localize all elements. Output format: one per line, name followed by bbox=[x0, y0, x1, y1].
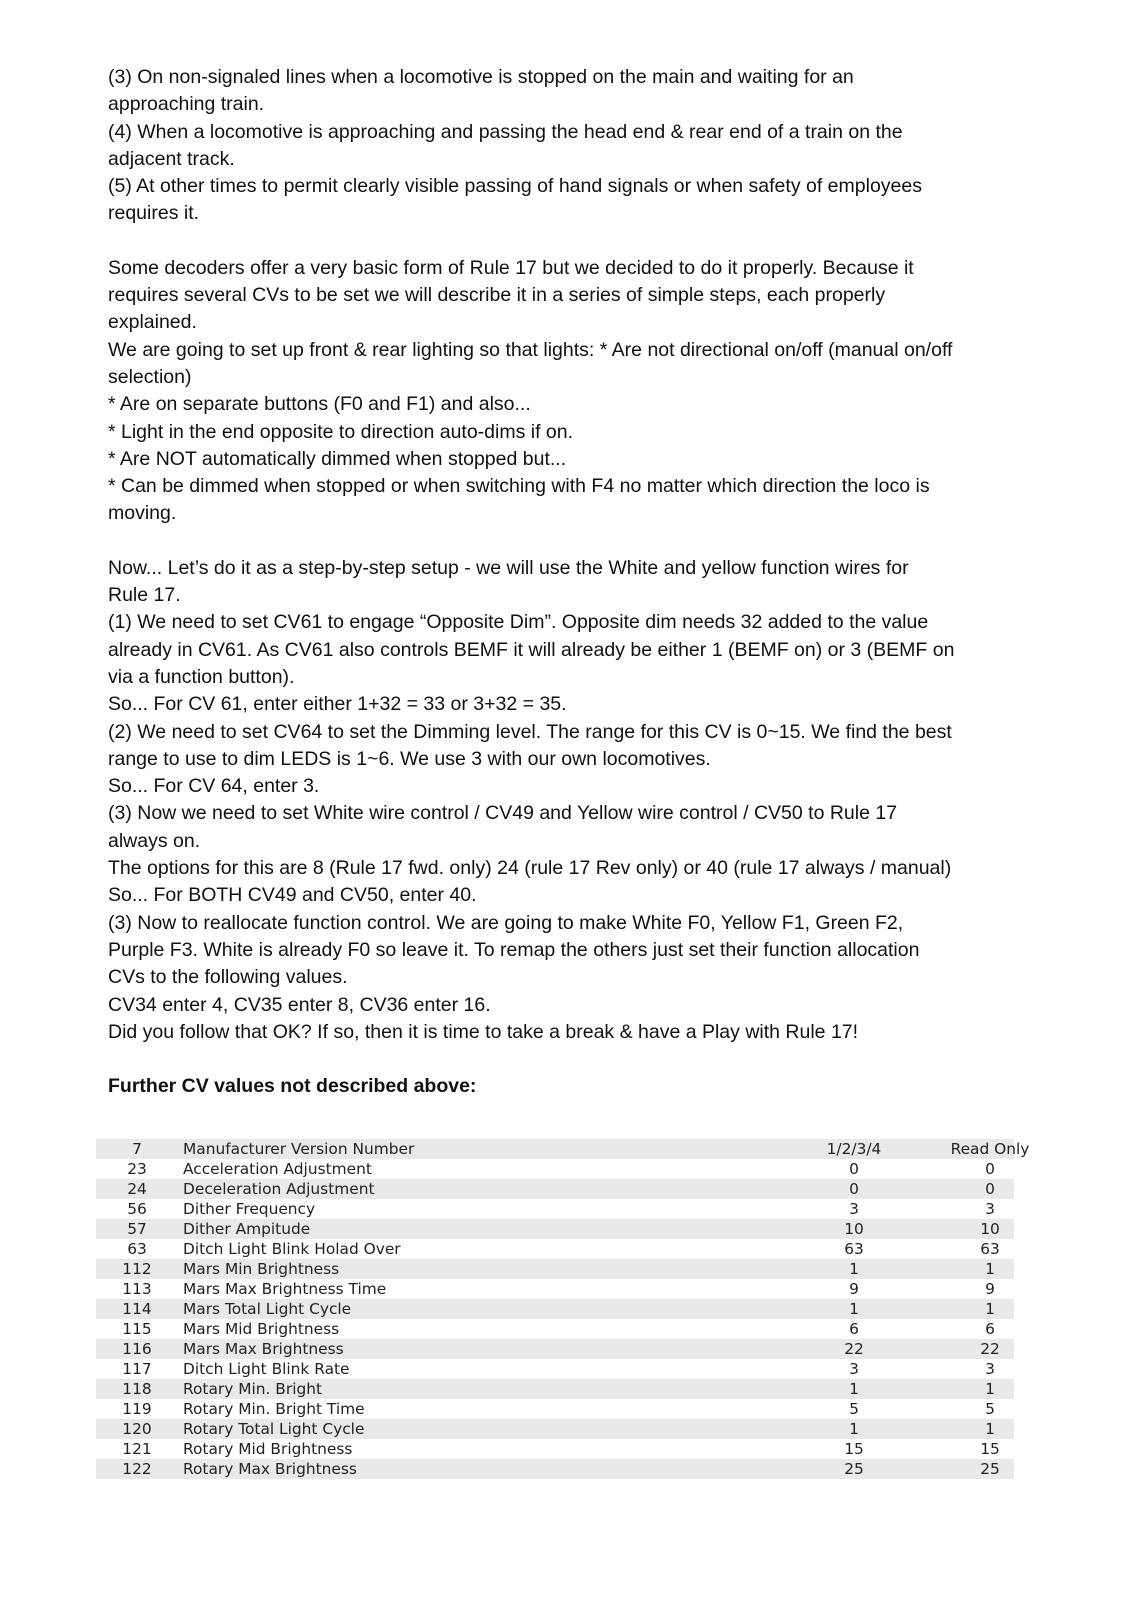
table-row bbox=[96, 1279, 1014, 1299]
cv-value: 3 bbox=[849, 1200, 859, 1218]
text-line: requires it. bbox=[108, 202, 200, 225]
cv-value: 63 bbox=[844, 1240, 864, 1258]
cv-number: 118 bbox=[122, 1380, 152, 1398]
cv-default: 22 bbox=[980, 1340, 1000, 1358]
table-row bbox=[96, 1319, 1014, 1339]
cv-value: 1 bbox=[849, 1260, 859, 1278]
cv-values-table bbox=[96, 1139, 1030, 1479]
text-line: So... For CV 64, enter 3. bbox=[108, 775, 320, 798]
cv-default: 1 bbox=[985, 1380, 995, 1398]
cv-value: 1/2/3/4 bbox=[826, 1140, 882, 1158]
cv-number: 116 bbox=[122, 1340, 152, 1358]
cv-default: 0 bbox=[985, 1160, 995, 1178]
text-line: explained. bbox=[108, 311, 197, 334]
paragraph bbox=[108, 64, 1048, 228]
text-line: Some decoders offer a very basic form of Rule 17 but we decided to do it properly. Because it bbox=[108, 256, 914, 279]
text-line: adjacent track. bbox=[108, 147, 235, 170]
text-line: range to use to dim LEDS is 1~6. We use 3 with our own locomotives. bbox=[108, 747, 711, 770]
table-row bbox=[96, 1299, 1014, 1319]
cv-default: 3 bbox=[985, 1200, 995, 1218]
cv-value: 0 bbox=[849, 1180, 859, 1198]
table-row bbox=[96, 1139, 1030, 1159]
cv-number: 112 bbox=[122, 1260, 152, 1278]
cv-value: 25 bbox=[844, 1460, 864, 1478]
cv-value: 22 bbox=[844, 1340, 864, 1358]
cv-default: 15 bbox=[980, 1440, 1000, 1458]
cv-name: Acceleration Adjustment bbox=[183, 1160, 372, 1178]
table-row bbox=[96, 1379, 1014, 1399]
table-row bbox=[96, 1239, 1014, 1259]
cv-number: 119 bbox=[122, 1400, 152, 1418]
table-row bbox=[96, 1159, 1014, 1179]
cv-number: 114 bbox=[122, 1300, 152, 1318]
cv-name: Mars Min Brightness bbox=[183, 1260, 340, 1278]
cv-name: Mars Mid Brightness bbox=[183, 1320, 340, 1338]
paragraph-spacer bbox=[108, 228, 1048, 255]
cv-name: Mars Max Brightness Time bbox=[183, 1280, 387, 1298]
cv-name: Deceleration Adjustment bbox=[183, 1180, 375, 1198]
cv-value: 0 bbox=[849, 1160, 859, 1178]
cv-number: 63 bbox=[127, 1240, 147, 1258]
table-row bbox=[96, 1359, 1014, 1379]
table-row bbox=[96, 1179, 1014, 1199]
cv-name: Ditch Light Blink Rate bbox=[183, 1360, 350, 1378]
cv-name: Manufacturer Version Number bbox=[183, 1140, 415, 1158]
cv-name: Mars Max Brightness bbox=[183, 1340, 344, 1358]
cv-value: 9 bbox=[849, 1280, 859, 1298]
cv-number: 120 bbox=[122, 1420, 152, 1438]
cv-name: Dither Frequency bbox=[183, 1200, 316, 1218]
cv-name: Rotary Mid Brightness bbox=[183, 1440, 353, 1458]
text-line: Now... Let’s do it as a step-by-step setup - we will use the White and yellow function wires for bbox=[108, 556, 909, 579]
text-line: So... For CV 61, enter either 1+32 = 33 or 3+32 = 35. bbox=[108, 693, 567, 716]
text-line: CVs to the following values. bbox=[108, 966, 348, 989]
text-line: (1) We need to set CV61 to engage “Opposite Dim”. Opposite dim needs 32 added to the value bbox=[108, 611, 929, 634]
text-line: So... For BOTH CV49 and CV50, enter 40. bbox=[108, 884, 477, 907]
cv-number: 23 bbox=[127, 1160, 147, 1178]
text-line: (3) Now to reallocate function control. We are going to make White F0, Yellow F1, Green F2, bbox=[108, 911, 904, 934]
table-row bbox=[96, 1459, 1014, 1479]
paragraph-spacer bbox=[108, 528, 1048, 555]
cv-value: 3 bbox=[849, 1360, 859, 1378]
text-line: already in CV61. As CV61 also controls BEMF it will already be either 1 (BEMF on) or 3 (BEMF on bbox=[108, 638, 955, 661]
cv-default: 0 bbox=[985, 1180, 995, 1198]
cv-default: 10 bbox=[980, 1220, 1000, 1238]
cv-number: 113 bbox=[122, 1280, 152, 1298]
text-line: always on. bbox=[108, 829, 201, 852]
cv-default: 25 bbox=[980, 1460, 1000, 1478]
cv-name: Rotary Max Brightness bbox=[183, 1460, 357, 1478]
text-line: We are going to set up front & rear lighting so that lights: * Are not directional on/off (manual on/off bbox=[108, 338, 953, 361]
cv-value: 15 bbox=[844, 1440, 864, 1458]
cv-name: Dither Ampitude bbox=[183, 1220, 311, 1238]
text-line: Did you follow that OK? If so, then it is time to take a break & have a Play with Rule 17! bbox=[108, 1020, 859, 1043]
table-row bbox=[96, 1439, 1014, 1459]
table-row bbox=[96, 1419, 1014, 1439]
cv-default: 6 bbox=[985, 1320, 995, 1338]
cv-value: 1 bbox=[849, 1420, 859, 1438]
text-line: * Light in the end opposite to direction auto-dims if on. bbox=[108, 420, 574, 443]
cv-default: 3 bbox=[985, 1360, 995, 1378]
paragraph bbox=[108, 555, 1048, 1046]
cv-value: 6 bbox=[849, 1320, 859, 1338]
table-row bbox=[96, 1219, 1014, 1239]
text-line: CV34 enter 4, CV35 enter 8, CV36 enter 16. bbox=[108, 993, 491, 1016]
text-line: (2) We need to set CV64 to set the Dimming level. The range for this CV is 0~15. We find the best bbox=[108, 720, 952, 743]
table-row bbox=[96, 1399, 1014, 1419]
table-row bbox=[96, 1339, 1014, 1359]
text-line: * Can be dimmed when stopped or when switching with F4 no matter which direction the loco is bbox=[108, 475, 930, 498]
text-block bbox=[108, 64, 1048, 1046]
cv-name: Ditch Light Blink Holad Over bbox=[183, 1240, 401, 1258]
cv-number: 57 bbox=[127, 1220, 147, 1238]
text-line: requires several CVs to be set we will describe it in a series of simple steps, each properly bbox=[108, 284, 886, 307]
cv-number: 56 bbox=[127, 1200, 147, 1218]
cv-number: 7 bbox=[132, 1140, 142, 1158]
cv-name: Rotary Min. Bright Time bbox=[183, 1400, 365, 1418]
text-line: The options for this are 8 (Rule 17 fwd. only) 24 (rule 17 Rev only) or 40 (rule 17 always / manual) bbox=[108, 857, 952, 880]
cv-default: 1 bbox=[985, 1300, 995, 1318]
cv-name: Rotary Total Light Cycle bbox=[183, 1420, 365, 1438]
cv-name: Mars Total Light Cycle bbox=[183, 1300, 352, 1318]
text-line: (3) On non-signaled lines when a locomotive is stopped on the main and waiting for an bbox=[108, 66, 854, 88]
cv-name: Rotary Min. Bright bbox=[183, 1380, 323, 1398]
text-line: Purple F3. White is already F0 so leave it. To remap the others just set their function allocation bbox=[108, 938, 920, 961]
text-line: moving. bbox=[108, 502, 177, 525]
text-line: via a function button). bbox=[108, 665, 295, 688]
cv-number: 122 bbox=[122, 1460, 152, 1478]
cv-value: 5 bbox=[849, 1400, 859, 1418]
cv-default: 63 bbox=[980, 1240, 1000, 1258]
text-line: selection) bbox=[108, 365, 192, 388]
document-body bbox=[108, 64, 1048, 1100]
cv-default: Read Only bbox=[950, 1140, 1030, 1158]
text-line: (5) At other times to permit clearly visible passing of hand signals or when safety of employees bbox=[108, 175, 922, 198]
paragraph bbox=[108, 255, 1048, 528]
text-line: (3) Now we need to set White wire control / CV49 and Yellow wire control / CV50 to Rule 17 bbox=[108, 802, 898, 825]
cv-default: 1 bbox=[985, 1260, 995, 1278]
table-row bbox=[96, 1259, 1014, 1279]
cv-value: 1 bbox=[849, 1300, 859, 1318]
cv-number: 115 bbox=[122, 1320, 152, 1338]
section-heading: Further CV values not described above: bbox=[108, 1075, 477, 1098]
spacer bbox=[108, 1046, 1048, 1073]
cv-default: 1 bbox=[985, 1420, 995, 1438]
text-line: Rule 17. bbox=[108, 584, 181, 607]
cv-number: 117 bbox=[122, 1360, 152, 1378]
text-line: * Are on separate buttons (F0 and F1) and also... bbox=[108, 393, 531, 416]
cv-number: 121 bbox=[122, 1440, 152, 1458]
cv-default: 9 bbox=[985, 1280, 995, 1298]
text-line: (4) When a locomotive is approaching and passing the head end & rear end of a train on the bbox=[108, 120, 903, 143]
cv-default: 5 bbox=[985, 1400, 995, 1418]
text-line: approaching train. bbox=[108, 93, 265, 116]
table-row bbox=[96, 1199, 1014, 1219]
cv-number: 24 bbox=[127, 1180, 147, 1198]
cv-value: 10 bbox=[844, 1220, 864, 1238]
cv-value: 1 bbox=[849, 1380, 859, 1398]
text-line: * Are NOT automatically dimmed when stopped but... bbox=[108, 447, 567, 470]
